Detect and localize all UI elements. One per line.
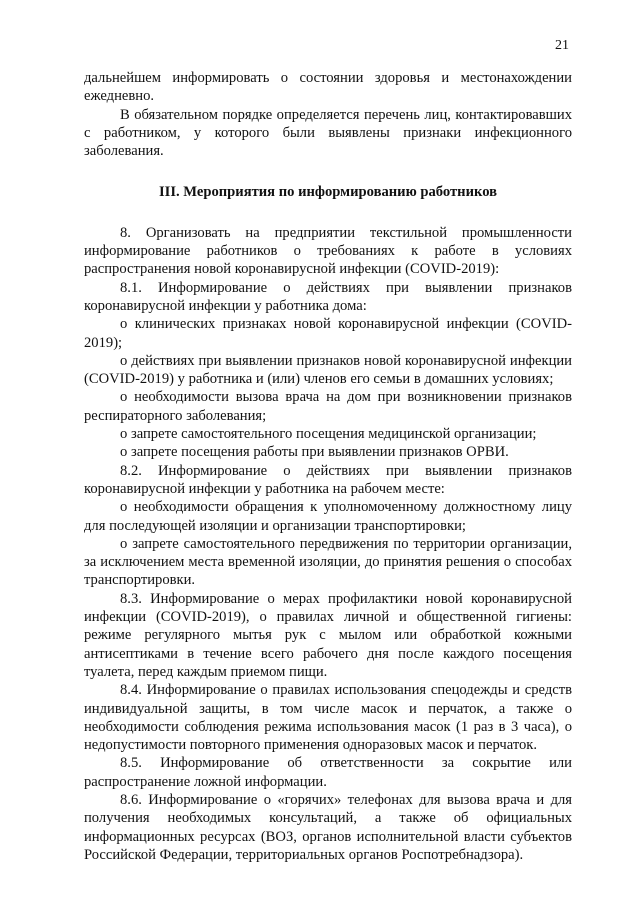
paragraph-actions-at-home: о действиях при выявлении признаков новой коронавирусной инфекции (COVID-2019) у работника и (или) членов его семьи в домашних условиях; (84, 352, 572, 388)
paragraph-no-movement: о запрете самостоятельного передвижения по территории организации, за исключением места временной изоляции, до принятия решения о способах транспортировки. (84, 535, 572, 589)
paragraph-no-clinic-visit: о запрете самостоятельного посещения медицинской организации; (120, 426, 537, 443)
paragraph-item-8-6: 8.6. Информирование о «горячих» телефонах для вызова врача и для получения необходимых консультаций, а также об официальных информационных ресурсах (ВОЗ, органов исполнительной власти субъектов Российской Федерации, территориальных органов Роспотребнадзора). (84, 791, 572, 863)
paragraph-clinical-signs: о клинических признаках новой коронавирусной инфекции (COVID-2019); (84, 316, 572, 351)
page-number: 21 (555, 38, 569, 53)
page-content (84, 69, 572, 864)
paragraph-item-8-4: 8.4. Информирование о правилах использования спецодежды и средств индивидуальной защиты, в том числе масок и перчаток, а также о необходимости соблюдения режима использования масок (1 раз в 3 часа), о недопустимости повторного применения одноразовых масок и перчаток. (84, 682, 572, 754)
paragraph-continuation: дальнейшем информировать о состоянии здоровья и местонахождении ежедневно. (84, 70, 572, 105)
paragraph-item-8-1: 8.1. Информирование о действиях при выявлении признаков коронавирусной инфекции у работника дома: (84, 279, 572, 314)
paragraph-no-work-visit: о запрете посещения работы при выявлении признаков ОРВИ. (120, 444, 509, 461)
section-heading: III. Мероприятия по информированию работников (158, 184, 498, 201)
paragraph-contact-list: В обязательном порядке определяется перечень лиц, контактировавших с работником, у которого были выявлены признаки инфекционного заболевания. (84, 106, 572, 160)
paragraph-item-8: 8. Организовать на предприятии текстильной промышленности информирование работников о требованиях к работе в условиях распространения новой коронавирусной инфекции (COVID-2019): (84, 224, 572, 278)
paragraph-call-doctor: о необходимости вызова врача на дом при возникновении признаков респираторного заболевания; (84, 389, 572, 424)
paragraph-item-8-5: 8.5. Информирование об ответственности за сокрытие или распространение ложной информации. (84, 755, 572, 790)
paragraph-item-8-2: 8.2. Информирование о действиях при выявлении признаков коронавирусной инфекции у работника на рабочем месте: (84, 462, 572, 497)
paragraph-report-to-officer: о необходимости обращения к уполномоченному должностному лицу для последующей изоляции и организации транспортировки; (84, 499, 572, 534)
paragraph-item-8-3: 8.3. Информирование о мерах профилактики новой коронавирусной инфекции (COVID-2019), о правилах личной и общественной гигиены: режиме регулярного мытья рук с мылом или обработкой кожными антисептиками в течение всего рабочего дня после каждого посещения туалета, перед каждым приемом пищи. (84, 590, 572, 680)
